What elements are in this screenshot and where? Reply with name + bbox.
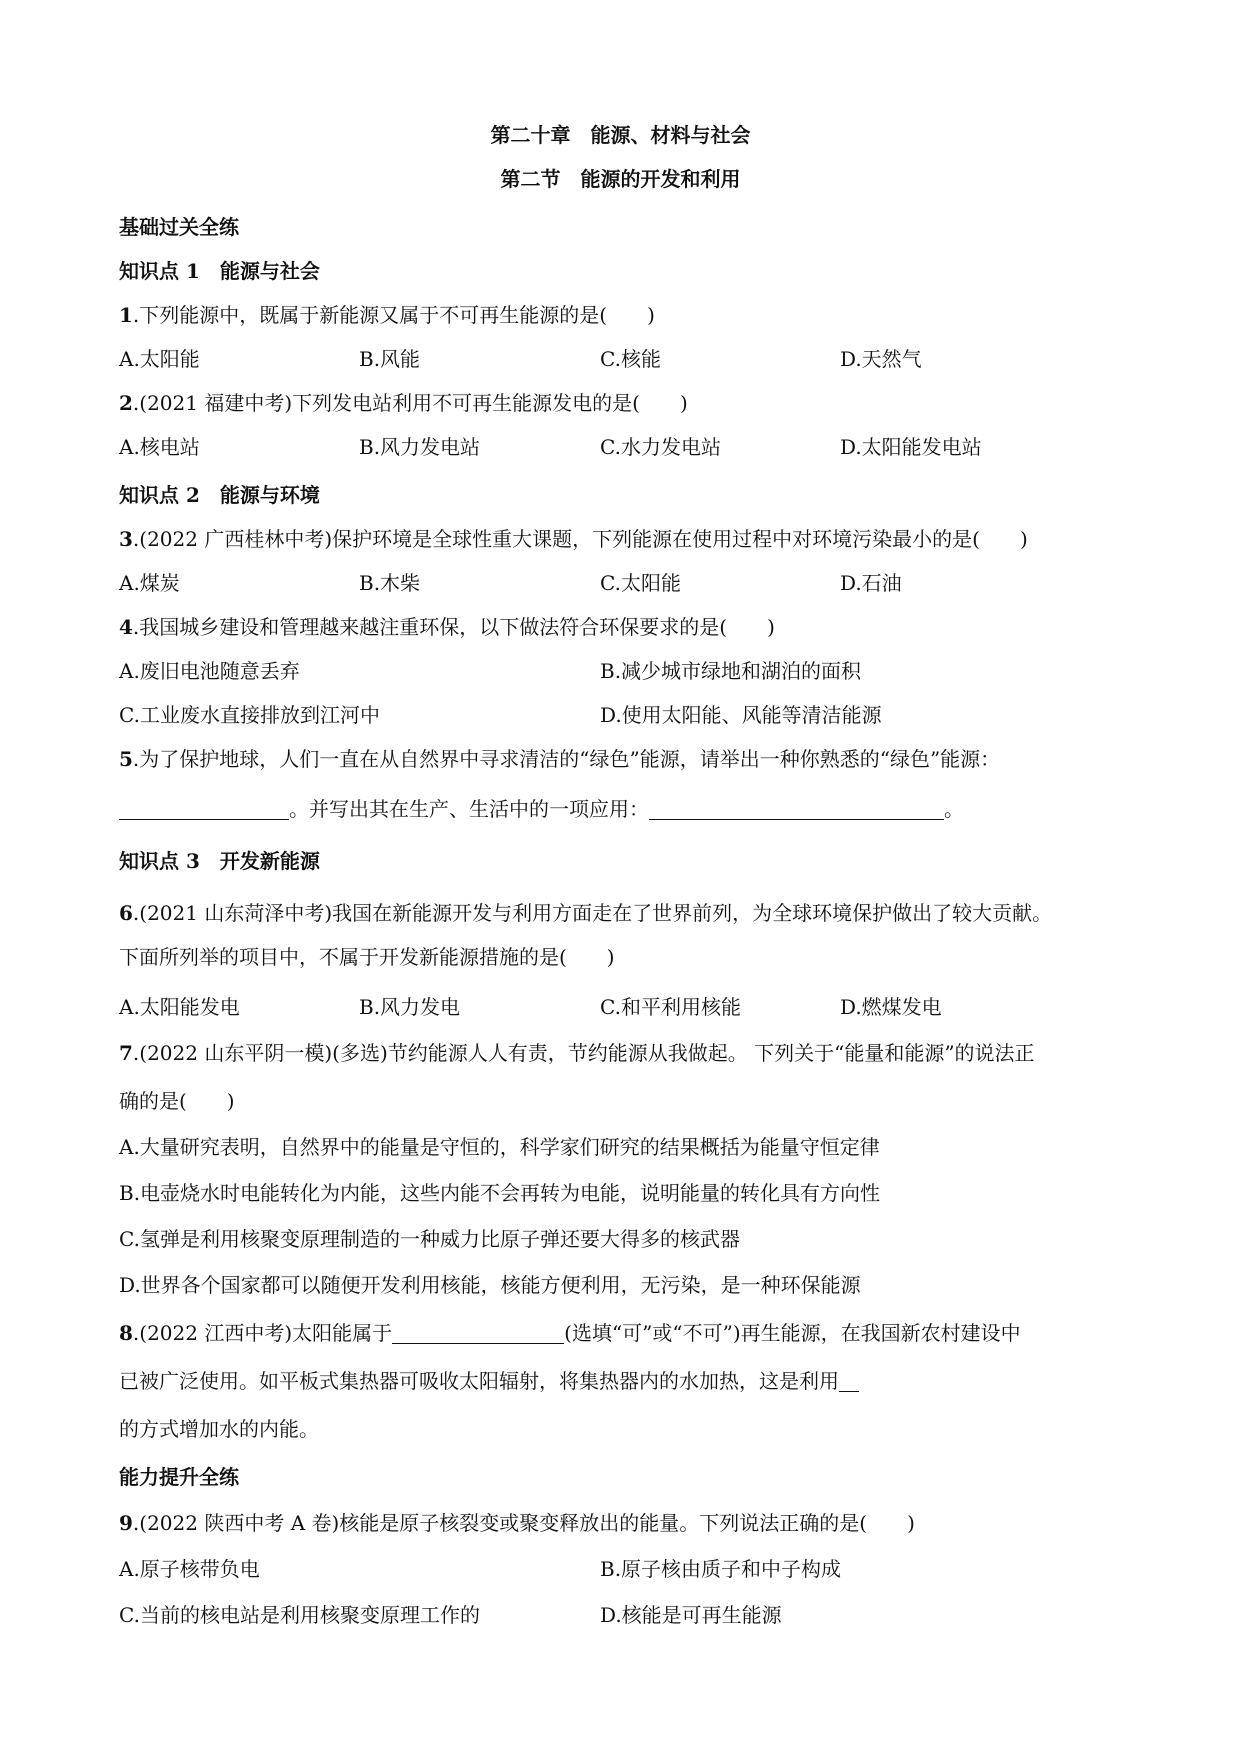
option-a: A.太阳能发电 bbox=[119, 995, 240, 1019]
knowledge-point-3: 知识点 3 开发新能源 bbox=[119, 849, 320, 873]
chapter-title: 第二十章 能源、材料与社会 bbox=[490, 123, 751, 147]
knowledge-point-1: 知识点 1 能源与社会 bbox=[119, 259, 320, 283]
question-7 bbox=[119, 1038, 1129, 1068]
question-8 bbox=[119, 1318, 1129, 1348]
option-d: D.石油 bbox=[840, 571, 902, 595]
question-text: .(2022 陕西中考 A 卷)核能是原子核裂变或聚变释放出的能量。下列说法正确的是( ) bbox=[132, 1511, 915, 1535]
option-d: D.太阳能发电站 bbox=[840, 435, 982, 459]
question-8-line-3: 的方式增加水的内能。 bbox=[119, 1417, 319, 1441]
option-b: B.电壶烧水时电能转化为内能，这些内能不会再转为电能，说明能量的转化具有方向性 bbox=[119, 1181, 881, 1205]
question-text: .为了保护地球，人们一直在从自然界中寻求清洁的“绿色”能源，请举出一种你熟悉的“绿色”能源： bbox=[132, 747, 1001, 771]
option-b: B.木柴 bbox=[359, 571, 421, 595]
question-5 bbox=[119, 744, 1129, 774]
option-c: C.水力发电站 bbox=[600, 435, 721, 459]
question-number: 9 bbox=[119, 1511, 133, 1535]
option-a: A.废旧电池随意丢弃 bbox=[119, 659, 300, 683]
question-1 bbox=[119, 300, 1129, 330]
question-text: 。并写出其在生产、生活中的一项应用： bbox=[289, 797, 649, 821]
option-a: A.太阳能 bbox=[119, 347, 200, 371]
option-c: C.和平利用核能 bbox=[600, 995, 741, 1019]
option-b: B.风力发电站 bbox=[359, 435, 481, 459]
question-number: 3 bbox=[119, 527, 133, 551]
question-9 bbox=[119, 1508, 1129, 1538]
option-d: D.燃煤发电 bbox=[840, 995, 942, 1019]
answer-blank[interactable] bbox=[839, 1369, 859, 1392]
option-c: C.太阳能 bbox=[600, 571, 681, 595]
option-a: A.原子核带负电 bbox=[119, 1557, 260, 1581]
question-text: 已被广泛使用。如平板式集热器可吸收太阳辐射，将集热器内的水加热，这是利用 bbox=[119, 1369, 839, 1393]
option-d: D.核能是可再生能源 bbox=[600, 1603, 782, 1627]
question-number: 4 bbox=[119, 615, 133, 639]
option-c: C.氢弹是利用核聚变原理制造的一种威力比原子弹还要大得多的核武器 bbox=[119, 1227, 740, 1251]
option-c: C.当前的核电站是利用核聚变原理工作的 bbox=[119, 1603, 480, 1627]
section-basic-heading: 基础过关全练 bbox=[119, 215, 239, 239]
option-a: A.核电站 bbox=[119, 435, 200, 459]
question-8-line-2 bbox=[119, 1366, 1129, 1396]
question-text: .(2021 福建中考)下列发电站利用不可再生能源发电的是( ) bbox=[132, 391, 688, 415]
option-a: A.煤炭 bbox=[119, 571, 180, 595]
question-text: .(2022 广西桂林中考)保护环境是全球性重大课题，下列能源在使用过程中对环境污染最小的是( ) bbox=[132, 527, 1028, 551]
question-number: 2 bbox=[119, 391, 133, 415]
question-5-line-2 bbox=[119, 794, 1129, 824]
answer-blank[interactable] bbox=[649, 797, 944, 820]
question-number: 5 bbox=[119, 747, 133, 771]
answer-blank[interactable] bbox=[392, 1321, 564, 1344]
option-d: D.天然气 bbox=[840, 347, 922, 371]
question-text: .下列能源中，既属于新能源又属于不可再生能源的是( ) bbox=[132, 303, 655, 327]
question-text: .(2022 山东平阴一模)(多选)节约能源人人有责，节约能源从我做起。 下列关于“能量和能源”的说法正 bbox=[132, 1041, 1035, 1065]
option-b: B.原子核由质子和中子构成 bbox=[600, 1557, 842, 1581]
question-2 bbox=[119, 388, 1129, 418]
question-number: 8 bbox=[119, 1321, 133, 1345]
question-text: 。 bbox=[944, 797, 964, 821]
question-6-line-2: 下面所列举的项目中，不属于开发新能源措施的是( ) bbox=[119, 945, 615, 969]
question-text: .我国城乡建设和管理越来越注重环保，以下做法符合环保要求的是( ) bbox=[132, 615, 775, 639]
question-3 bbox=[119, 524, 1129, 554]
option-d: D.世界各个国家都可以随便开发利用核能，核能方便利用，无污染，是一种环保能源 bbox=[119, 1273, 861, 1297]
question-text: .(2021 山东菏泽中考)我国在新能源开发与利用方面走在了世界前列，为全球环境保护做出了较大贡献。 bbox=[132, 901, 1053, 925]
answer-blank[interactable] bbox=[119, 797, 289, 820]
question-text: (选填“可”或“不可”)再生能源，在我国新农村建设中 bbox=[564, 1321, 1021, 1345]
option-c: C.核能 bbox=[600, 347, 661, 371]
question-number: 6 bbox=[119, 901, 133, 925]
option-b: B.风能 bbox=[359, 347, 421, 371]
section-advanced-heading: 能力提升全练 bbox=[119, 1465, 239, 1489]
option-c: C.工业废水直接排放到江河中 bbox=[119, 703, 380, 727]
option-a: A.大量研究表明，自然界中的能量是守恒的，科学家们研究的结果概括为能量守恒定律 bbox=[119, 1135, 880, 1159]
question-number: 1 bbox=[119, 303, 133, 327]
question-number: 7 bbox=[119, 1041, 133, 1065]
option-d: D.使用太阳能、风能等清洁能源 bbox=[600, 703, 882, 727]
question-text: .(2022 江西中考)太阳能属于 bbox=[132, 1321, 393, 1345]
knowledge-point-2: 知识点 2 能源与环境 bbox=[119, 483, 320, 507]
question-6 bbox=[119, 898, 1129, 928]
question-7-line-2: 确的是( ) bbox=[119, 1089, 235, 1113]
section-title: 第二节 能源的开发和利用 bbox=[500, 167, 741, 191]
option-b: B.减少城市绿地和湖泊的面积 bbox=[600, 659, 862, 683]
option-b: B.风力发电 bbox=[359, 995, 461, 1019]
question-4 bbox=[119, 612, 1129, 642]
